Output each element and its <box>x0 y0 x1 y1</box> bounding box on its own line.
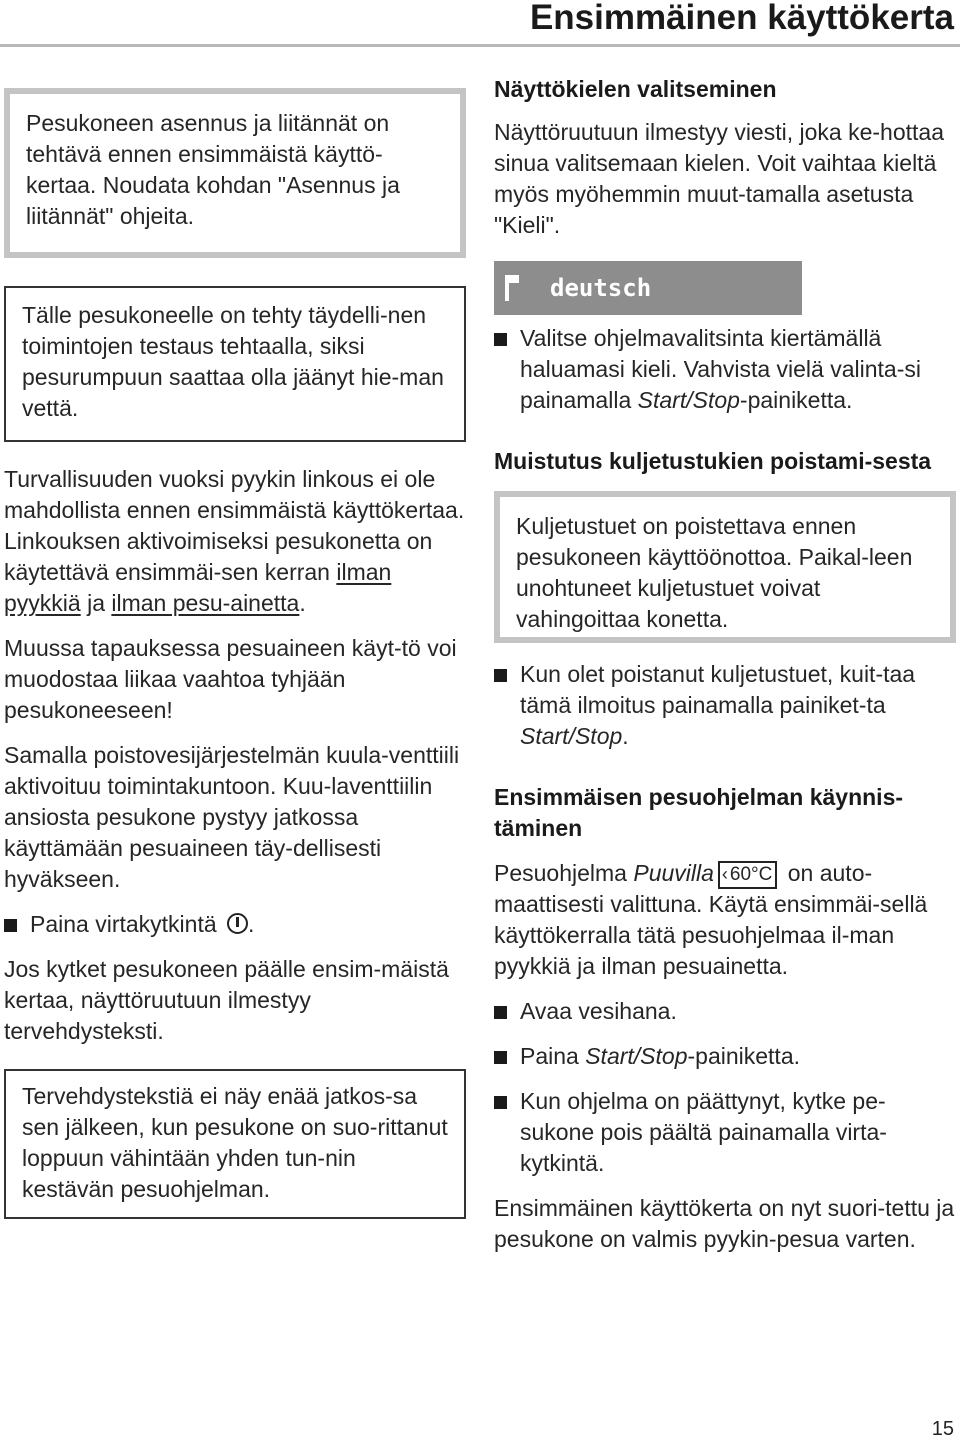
bullet-confirm-end: . <box>622 723 629 749</box>
notice-greeting-text: Tervehdystekstiä ei näy enää jatkos-sa sen jälkeen, kun pesukone on suo-rittanut loppuun vähintään yhden tun-nin kestävän pesuohjelman. <box>22 1083 448 1202</box>
power-icon <box>227 913 248 934</box>
left-column <box>4 74 466 1219</box>
bullet-switch-off <box>494 1086 956 1179</box>
program-text-a: Pesuohjelma <box>494 860 634 886</box>
bullet-select-language <box>494 323 956 416</box>
notice-box-installation <box>4 88 466 258</box>
bullet-power-end: . <box>248 911 255 937</box>
program-text-b: on auto-maattisesti valittuna. Käytä ensimmäi-sellä käyttökerralla tätä pesuohjelmaa il-man pyykkiä ja ilman pesuainetta. <box>494 860 928 979</box>
language-paragraph: Näyttöruutuun ilmestyy viesti, joka ke-hottaa sinua valitsemaan kielen. Voit vaihtaa kieltä myös myöhemmin muut-tamalla asetusta "Kieli". <box>494 119 944 238</box>
temperature-value: 60°C <box>729 864 773 885</box>
bullet-open-tap-text: Avaa vesihana. <box>520 998 677 1024</box>
underline-no-laundry: ilman pyykkiä <box>4 559 392 616</box>
start-stop-label: Start/Stop <box>637 387 740 413</box>
arrow-left-icon: ‹ <box>721 864 728 884</box>
program-paragraph <box>494 858 956 982</box>
start-stop-label: Start/Stop <box>520 723 623 749</box>
completion-paragraph: Ensimmäinen käyttökerta on nyt suori-tettu ja pesukone on valmis pyykin-pesua varten. <box>494 1195 955 1252</box>
safety-paragraph <box>4 464 466 619</box>
notice-transport-text: Kuljetustuet on poistettava ennen pesukoneen käyttöönottoa. Paikal-leen unohtuneet kuljetustuet voivat vahingoittaa konetta. <box>516 513 913 632</box>
heading-first-program: Ensimmäisen pesuohjelman käynnis-täminen <box>494 784 904 841</box>
right-column <box>494 74 956 1255</box>
program-name: Puuvilla <box>633 860 714 886</box>
bullet-open-tap <box>494 996 956 1027</box>
display-screen <box>494 261 802 315</box>
page-title: Ensimmäinen käyttökerta <box>529 0 954 37</box>
bullet-square-icon <box>4 919 17 932</box>
greeting-paragraph: Jos kytket pesukoneen päälle ensim-mäistä kertaa, näyttöruutuun ilmestyy tervehdysteksti. <box>4 956 449 1044</box>
safety-text: Turvallisuuden vuoksi pyykin linkous ei ole mahdollista ennen ensimmäistä käyttökertaa. Linkouksen aktivoimiseksi pesukonetta on käytettävä ensimmäi-sen kerran <box>4 466 465 585</box>
flag-icon <box>502 275 520 301</box>
bullet-press-end: -painiketta. <box>687 1043 801 1069</box>
heading-language: Näyttökielen valitseminen <box>494 76 777 102</box>
bullet-square-icon <box>494 1096 507 1109</box>
notice-box-greeting <box>4 1069 466 1219</box>
bullet-square-icon <box>494 1006 507 1019</box>
start-stop-label: Start/Stop <box>585 1043 688 1069</box>
bullet-power-on <box>4 909 466 940</box>
header-rule <box>0 44 960 47</box>
safety-text-end: . <box>299 590 306 616</box>
foam-warning-paragraph: Muussa tapauksessa pesuaineen käyt-tö voi muodostaa liikaa vaahtoa tyhjään pesukoneeseen! <box>4 635 457 723</box>
bullet-square-icon <box>494 669 507 682</box>
page-number: 15 <box>931 1418 954 1440</box>
bullet-select-text: Valitse ohjelmavalitsinta kiertämällä haluamasi kieli. Vahvista vielä valinta-si painamalla <box>520 325 921 413</box>
bullet-press-text: Paina <box>520 1043 586 1069</box>
bullet-square-icon <box>494 333 507 346</box>
heading-transport: Muistutus kuljetustukien poistami-sesta <box>494 448 932 474</box>
bullet-square-icon <box>494 1051 507 1064</box>
ball-valve-paragraph: Samalla poistovesijärjestelmän kuula-venttiili aktivoituu toimintakuntoon. Kuu-laventtiilin ansiosta pesukone pystyy jatkossa käyttämään pesuaineen täy-dellisesti hyväkseen. <box>4 742 460 892</box>
notice-box-transport <box>494 491 956 643</box>
notice-box-testing <box>4 286 466 442</box>
bullet-select-end: -painiketta. <box>739 387 853 413</box>
underline-no-detergent: ilman pesu-ainetta <box>111 590 300 616</box>
bullet-press-start <box>494 1041 956 1072</box>
safety-text-mid: ja <box>80 590 112 616</box>
display-text: deutsch <box>550 274 652 302</box>
notice-installation-text: Pesukoneen asennus ja liitännät on tehtävä ennen ensimmäistä käyttö-kertaa. Noudata kohdan "Asennus ja liitännät" ohjeita. <box>26 110 400 229</box>
bullet-switch-off-text: Kun ohjelma on päättynyt, kytke pe-sukone pois päältä painamalla virta-kytkintä. <box>520 1088 887 1176</box>
temperature-badge <box>718 861 777 889</box>
bullet-confirm-transport <box>494 659 956 752</box>
bullet-confirm-text: Kun olet poistanut kuljetustuet, kuit-taa tämä ilmoitus painamalla painiket-ta <box>520 661 916 718</box>
notice-testing-text: Tälle pesukoneelle on tehty täydelli-nen toimintojen testaus tehtaalla, siksi pesurumpuun saattaa olla jäänyt hie-man vettä. <box>22 302 444 421</box>
bullet-power-text: Paina virtakytkintä <box>30 911 217 937</box>
